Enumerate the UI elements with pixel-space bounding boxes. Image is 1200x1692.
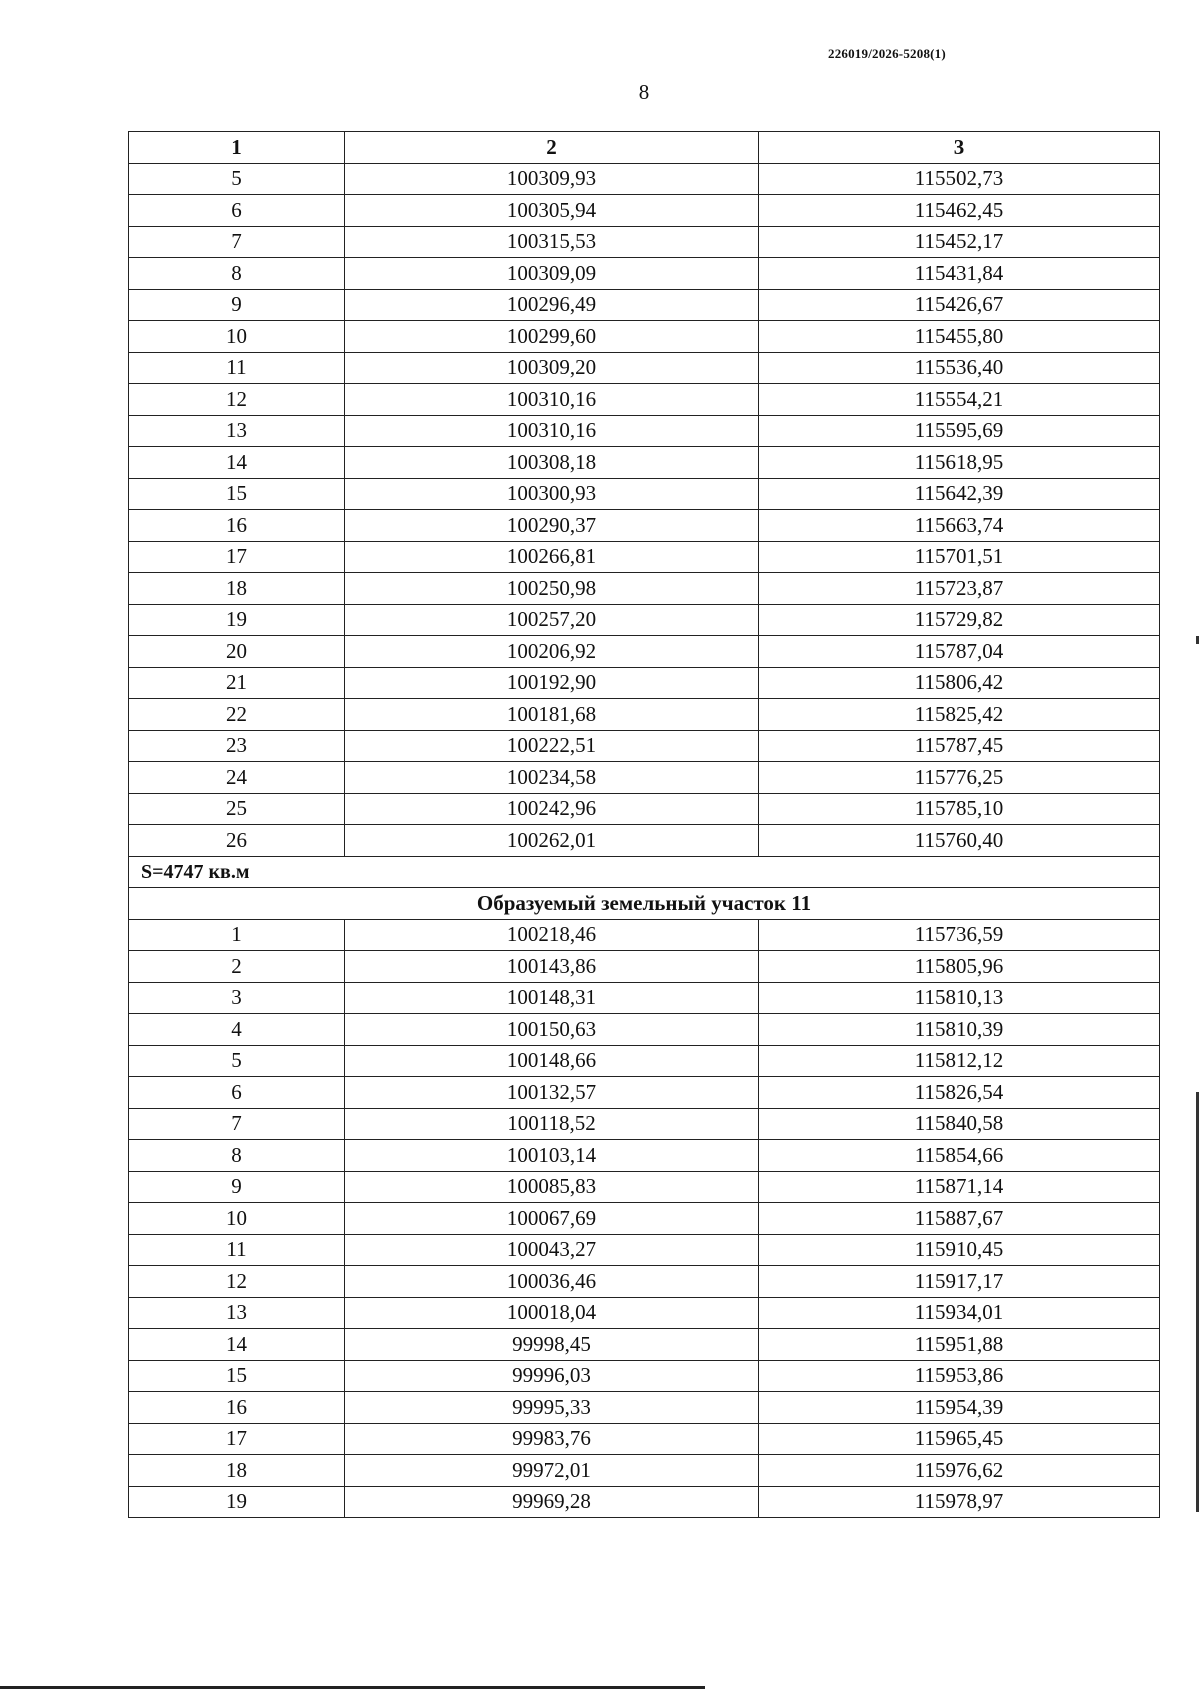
y-coordinate-cell: 115965,45 xyxy=(759,1423,1160,1455)
x-coordinate-cell: 100299,60 xyxy=(345,321,759,353)
table-row xyxy=(129,258,1160,290)
table-row xyxy=(129,1234,1160,1266)
point-number-cell: 15 xyxy=(129,1360,345,1392)
x-coordinate-cell: 100181,68 xyxy=(345,699,759,731)
point-number-cell: 12 xyxy=(129,384,345,416)
point-number-cell: 5 xyxy=(129,1045,345,1077)
x-coordinate-cell: 100222,51 xyxy=(345,730,759,762)
x-coordinate-cell: 100250,98 xyxy=(345,573,759,605)
y-coordinate-cell: 115871,14 xyxy=(759,1171,1160,1203)
y-coordinate-cell: 115663,74 xyxy=(759,510,1160,542)
table-row xyxy=(129,604,1160,636)
x-coordinate-cell: 100300,93 xyxy=(345,478,759,510)
table-row xyxy=(129,1203,1160,1235)
y-coordinate-cell: 115887,67 xyxy=(759,1203,1160,1235)
y-coordinate-cell: 115854,66 xyxy=(759,1140,1160,1172)
point-number-cell: 23 xyxy=(129,730,345,762)
x-coordinate-cell: 100309,09 xyxy=(345,258,759,290)
y-coordinate-cell: 115934,01 xyxy=(759,1297,1160,1329)
y-coordinate-cell: 115806,42 xyxy=(759,667,1160,699)
x-coordinate-cell: 100206,92 xyxy=(345,636,759,668)
column-header-y: 3 xyxy=(759,132,1160,164)
y-coordinate-cell: 115736,59 xyxy=(759,919,1160,951)
point-number-cell: 13 xyxy=(129,415,345,447)
x-coordinate-cell: 100148,66 xyxy=(345,1045,759,1077)
y-coordinate-cell: 115810,39 xyxy=(759,1014,1160,1046)
point-number-cell: 26 xyxy=(129,825,345,857)
point-number-cell: 19 xyxy=(129,1486,345,1518)
y-coordinate-cell: 115426,67 xyxy=(759,289,1160,321)
y-coordinate-cell: 115554,21 xyxy=(759,384,1160,416)
x-coordinate-cell: 100218,46 xyxy=(345,919,759,951)
table-row xyxy=(129,951,1160,983)
point-number-cell: 16 xyxy=(129,510,345,542)
x-coordinate-cell: 100148,31 xyxy=(345,982,759,1014)
right-scan-mark xyxy=(1196,1092,1199,1512)
point-number-cell: 13 xyxy=(129,1297,345,1329)
x-coordinate-cell: 99983,76 xyxy=(345,1423,759,1455)
table-row xyxy=(129,1108,1160,1140)
y-coordinate-cell: 115812,12 xyxy=(759,1045,1160,1077)
right-scan-mark xyxy=(1196,636,1199,644)
x-coordinate-cell: 99996,03 xyxy=(345,1360,759,1392)
table-row xyxy=(129,730,1160,762)
x-coordinate-cell: 100310,16 xyxy=(345,384,759,416)
point-number-cell: 8 xyxy=(129,258,345,290)
table-row xyxy=(129,163,1160,195)
point-number-cell: 16 xyxy=(129,1392,345,1424)
y-coordinate-cell: 115787,45 xyxy=(759,730,1160,762)
point-number-cell: 17 xyxy=(129,541,345,573)
y-coordinate-cell: 115462,45 xyxy=(759,195,1160,227)
x-coordinate-cell: 100310,16 xyxy=(345,415,759,447)
y-coordinate-cell: 115701,51 xyxy=(759,541,1160,573)
table-row xyxy=(129,636,1160,668)
y-coordinate-cell: 115954,39 xyxy=(759,1392,1160,1424)
x-coordinate-cell: 100192,90 xyxy=(345,667,759,699)
x-coordinate-cell: 99998,45 xyxy=(345,1329,759,1361)
y-coordinate-cell: 115431,84 xyxy=(759,258,1160,290)
table-row xyxy=(129,1360,1160,1392)
x-coordinate-cell: 100305,94 xyxy=(345,195,759,227)
table-row xyxy=(129,478,1160,510)
table-row xyxy=(129,699,1160,731)
y-coordinate-cell: 115776,25 xyxy=(759,762,1160,794)
point-number-cell: 11 xyxy=(129,352,345,384)
x-coordinate-cell: 100150,63 xyxy=(345,1014,759,1046)
y-coordinate-cell: 115618,95 xyxy=(759,447,1160,479)
x-coordinate-cell: 100118,52 xyxy=(345,1108,759,1140)
point-number-cell: 14 xyxy=(129,447,345,479)
y-coordinate-cell: 115825,42 xyxy=(759,699,1160,731)
point-number-cell: 24 xyxy=(129,762,345,794)
table-row xyxy=(129,195,1160,227)
point-number-cell: 1 xyxy=(129,919,345,951)
table-row xyxy=(129,1045,1160,1077)
y-coordinate-cell: 115595,69 xyxy=(759,415,1160,447)
point-number-cell: 10 xyxy=(129,321,345,353)
y-coordinate-cell: 115805,96 xyxy=(759,951,1160,983)
y-coordinate-cell: 115723,87 xyxy=(759,573,1160,605)
x-coordinate-cell: 100257,20 xyxy=(345,604,759,636)
y-coordinate-cell: 115810,13 xyxy=(759,982,1160,1014)
y-coordinate-cell: 115953,86 xyxy=(759,1360,1160,1392)
bottom-scan-edge xyxy=(0,1686,705,1689)
x-coordinate-cell: 100132,57 xyxy=(345,1077,759,1109)
table-row xyxy=(129,1140,1160,1172)
table-row xyxy=(129,1329,1160,1361)
table-row xyxy=(129,1455,1160,1487)
x-coordinate-cell: 100018,04 xyxy=(345,1297,759,1329)
point-number-cell: 18 xyxy=(129,1455,345,1487)
y-coordinate-cell: 115452,17 xyxy=(759,226,1160,258)
point-number-cell: 7 xyxy=(129,1108,345,1140)
table-row xyxy=(129,1392,1160,1424)
x-coordinate-cell: 99995,33 xyxy=(345,1392,759,1424)
x-coordinate-cell: 100308,18 xyxy=(345,447,759,479)
y-coordinate-cell: 115642,39 xyxy=(759,478,1160,510)
table-row xyxy=(129,510,1160,542)
section-title-row xyxy=(129,888,1160,920)
x-coordinate-cell: 100309,93 xyxy=(345,163,759,195)
x-coordinate-cell: 100290,37 xyxy=(345,510,759,542)
table-row xyxy=(129,919,1160,951)
table-row xyxy=(129,573,1160,605)
area-row xyxy=(129,856,1160,888)
y-coordinate-cell: 115536,40 xyxy=(759,352,1160,384)
x-coordinate-cell: 100067,69 xyxy=(345,1203,759,1235)
y-coordinate-cell: 115455,80 xyxy=(759,321,1160,353)
page-number: 8 xyxy=(638,80,650,104)
x-coordinate-cell: 100036,46 xyxy=(345,1266,759,1298)
y-coordinate-cell: 115976,62 xyxy=(759,1455,1160,1487)
point-number-cell: 17 xyxy=(129,1423,345,1455)
y-coordinate-cell: 115787,04 xyxy=(759,636,1160,668)
point-number-cell: 7 xyxy=(129,226,345,258)
point-number-cell: 6 xyxy=(129,1077,345,1109)
table-row xyxy=(129,384,1160,416)
y-coordinate-cell: 115978,97 xyxy=(759,1486,1160,1518)
point-number-cell: 19 xyxy=(129,604,345,636)
x-coordinate-cell: 100266,81 xyxy=(345,541,759,573)
point-number-cell: 18 xyxy=(129,573,345,605)
table-row xyxy=(129,321,1160,353)
table-row xyxy=(129,226,1160,258)
table-row xyxy=(129,1171,1160,1203)
point-number-cell: 22 xyxy=(129,699,345,731)
y-coordinate-cell: 115910,45 xyxy=(759,1234,1160,1266)
column-header-x: 2 xyxy=(345,132,759,164)
table-row xyxy=(129,762,1160,794)
x-coordinate-cell: 100103,14 xyxy=(345,1140,759,1172)
y-coordinate-cell: 115502,73 xyxy=(759,163,1160,195)
table-row xyxy=(129,352,1160,384)
point-number-cell: 10 xyxy=(129,1203,345,1235)
point-number-cell: 15 xyxy=(129,478,345,510)
point-number-cell: 14 xyxy=(129,1329,345,1361)
table-row xyxy=(129,1297,1160,1329)
point-number-cell: 2 xyxy=(129,951,345,983)
column-header-point: 1 xyxy=(129,132,345,164)
x-coordinate-cell: 99969,28 xyxy=(345,1486,759,1518)
x-coordinate-cell: 99972,01 xyxy=(345,1455,759,1487)
table-row xyxy=(129,415,1160,447)
y-coordinate-cell: 115760,40 xyxy=(759,825,1160,857)
x-coordinate-cell: 100043,27 xyxy=(345,1234,759,1266)
table-row xyxy=(129,1014,1160,1046)
y-coordinate-cell: 115785,10 xyxy=(759,793,1160,825)
y-coordinate-cell: 115840,58 xyxy=(759,1108,1160,1140)
document-number: 226019/2026-5208(1) xyxy=(828,46,946,61)
x-coordinate-cell: 100315,53 xyxy=(345,226,759,258)
table-row xyxy=(129,982,1160,1014)
area-label: S=4747 кв.м xyxy=(129,856,1160,888)
x-coordinate-cell: 100242,96 xyxy=(345,793,759,825)
point-number-cell: 6 xyxy=(129,195,345,227)
table-row xyxy=(129,541,1160,573)
x-coordinate-cell: 100143,86 xyxy=(345,951,759,983)
x-coordinate-cell: 100262,01 xyxy=(345,825,759,857)
point-number-cell: 8 xyxy=(129,1140,345,1172)
point-number-cell: 25 xyxy=(129,793,345,825)
point-number-cell: 4 xyxy=(129,1014,345,1046)
y-coordinate-cell: 115729,82 xyxy=(759,604,1160,636)
table-row xyxy=(129,667,1160,699)
table-row xyxy=(129,825,1160,857)
x-coordinate-cell: 100309,20 xyxy=(345,352,759,384)
section-title: Образуемый земельный участок 11 xyxy=(129,888,1160,920)
x-coordinate-cell: 100085,83 xyxy=(345,1171,759,1203)
y-coordinate-cell: 115951,88 xyxy=(759,1329,1160,1361)
point-number-cell: 9 xyxy=(129,1171,345,1203)
table-row xyxy=(129,1077,1160,1109)
table-row xyxy=(129,1266,1160,1298)
x-coordinate-cell: 100296,49 xyxy=(345,289,759,321)
table-row xyxy=(129,793,1160,825)
coordinates-table-body xyxy=(129,132,1160,1518)
y-coordinate-cell: 115917,17 xyxy=(759,1266,1160,1298)
table-row xyxy=(129,1486,1160,1518)
table-row xyxy=(129,1423,1160,1455)
point-number-cell: 20 xyxy=(129,636,345,668)
point-number-cell: 3 xyxy=(129,982,345,1014)
point-number-cell: 11 xyxy=(129,1234,345,1266)
table-header-row xyxy=(129,132,1160,164)
x-coordinate-cell: 100234,58 xyxy=(345,762,759,794)
y-coordinate-cell: 115826,54 xyxy=(759,1077,1160,1109)
point-number-cell: 5 xyxy=(129,163,345,195)
table-row xyxy=(129,289,1160,321)
table-row xyxy=(129,447,1160,479)
point-number-cell: 9 xyxy=(129,289,345,321)
point-number-cell: 12 xyxy=(129,1266,345,1298)
point-number-cell: 21 xyxy=(129,667,345,699)
coordinates-table xyxy=(128,131,1160,1518)
